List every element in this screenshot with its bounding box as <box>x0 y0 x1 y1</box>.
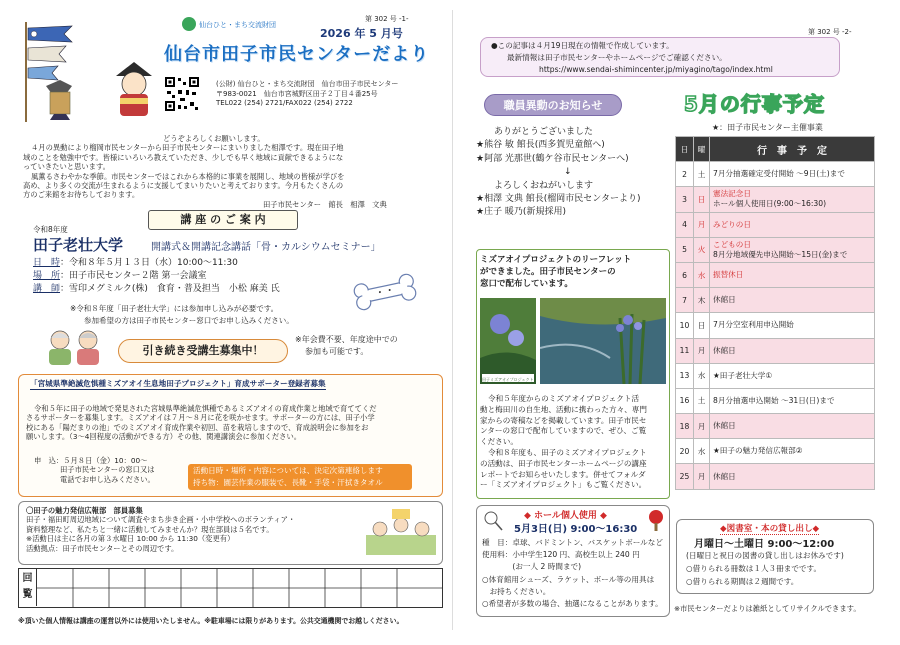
circulation-label: 回覧 <box>19 569 37 606</box>
schedule-table <box>675 136 875 490</box>
schedule-event-line: 7月分抽選確定受付開始 ～9日(土)まで <box>713 169 845 179</box>
info-box-line: 持ち物：園芸作業の服装で、長靴・手袋・汗拭きタオル <box>193 478 383 487</box>
course-title: 田子老壮大学 <box>33 236 124 254</box>
mascot-illustration <box>110 58 158 120</box>
greeting-line: っていきたいと思います。 <box>23 162 110 172</box>
schedule-day: 16 <box>676 388 694 413</box>
supporter-line: さるサポーターを募集します。ミズアオイは７月～８月に花を咲かせます。サポーターの方には、田子小学 <box>26 413 375 423</box>
schedule-event-line: みどりの日 <box>713 219 751 229</box>
course-row-label: 場 所 <box>33 271 61 281</box>
recruit-banner: 引き続き受講生募集中！ <box>118 339 288 363</box>
schedule-day: 4 <box>676 212 694 237</box>
schedule-event-line: ★田子の魅力発信広報部② <box>713 446 803 456</box>
schedule-event-line: 休館日 <box>713 345 736 355</box>
mizuaoi-title-line: 窓口で配布しています。 <box>480 279 573 289</box>
recruit-note-line: ※年会費不要、年度途中での <box>295 335 398 344</box>
koinobori-illustration <box>14 14 124 124</box>
schedule-event <box>710 338 875 363</box>
club-line: ※活動日は主に各月の第３水曜日 10:00 から 11:30（変更有） <box>26 534 235 544</box>
schedule-row <box>676 187 875 212</box>
schedule-legend: ★：田子市民センター主催事業 <box>712 123 823 132</box>
staff-line: ★相澤 文典 館長(榴岡市民センターより) <box>476 194 641 205</box>
mizuaoi-title-line: ができました。田子市民センターの <box>480 267 616 277</box>
header-day: 日 <box>676 137 694 162</box>
supporter-text <box>26 404 377 442</box>
staff-line: ありがとうございました <box>494 127 594 137</box>
staff-banner: 職員異動のお知らせ <box>484 94 622 116</box>
issue-date: 2026 年 5 月号 <box>320 27 403 40</box>
mizuaoi-line: レポートでお知らせいたします。併せてフォルダ <box>480 469 646 479</box>
course-subtitle: 開講式＆開講記念講話「骨・カルシウムセミナー」 <box>151 242 381 253</box>
library-line: ○借りられる冊数は１人３冊までです。 <box>686 564 822 573</box>
schedule-event-line: 7月分空室利用申込開始 <box>713 320 794 330</box>
mizuaoi-line: 動と梅田川の自生地、活動に携わった方々、専門 <box>480 404 647 414</box>
recycle-note: ※市民センターだよりは雑紙としてリサイクルできます。 <box>674 604 861 613</box>
course-row-label: 日 時 <box>33 258 61 268</box>
apply-line: 申 込：５月８日（金）10：00～ <box>34 456 148 465</box>
notice-line: 最新情報は田子市民センターやホームページでご確認ください。 <box>507 53 727 62</box>
supporter-info-box <box>188 464 412 490</box>
notice-line: ●この記事は４月19日現在の情報で作成しています。 <box>491 41 674 50</box>
publisher-address: 〒983-0021 仙台市宮城野区田子２丁目４番25号 <box>216 89 378 98</box>
notice-box <box>480 37 840 77</box>
schedule-row <box>676 388 875 413</box>
schedule-row <box>676 414 875 439</box>
schedule-row <box>676 162 875 187</box>
library-line: ○借りられる期間は２週間です。 <box>686 577 799 586</box>
schedule-day: 25 <box>676 464 694 489</box>
mizuaoi-line: 令和８年度も、田子のミズアオイプロジェクト <box>488 447 647 457</box>
schedule-weekday: 水 <box>694 262 710 287</box>
schedule-day: 2 <box>676 162 694 187</box>
greeting-line: 風薫るさわやかな季節。市民センターではこれから本格的に事業を展開し、地域の皆様が学びを <box>31 171 345 181</box>
schedule-weekday: 土 <box>694 162 710 187</box>
schedule-weekday: 月 <box>694 212 710 237</box>
seniors-illustration <box>40 326 110 366</box>
reiwa-label: 令和8年度 <box>33 225 68 234</box>
supporter-line: 令和５年に田子の地域で発見された宮城県準絶滅危惧種であるミズアオイの育成作業と地域で育ててくだ <box>34 404 377 413</box>
club-line: 田子・福田町周辺地域について調査やまち歩き企画・小中学校へのボランティア・ <box>26 515 296 525</box>
schedule-weekday: 月 <box>694 338 710 363</box>
schedule-event <box>710 237 875 262</box>
schedule-weekday: 日 <box>694 313 710 338</box>
mizuaoi-line: ンターの窓口で配布していますので、ぜひ、ご覧 <box>480 426 647 436</box>
schedule-weekday: 水 <box>694 439 710 464</box>
library-details <box>686 549 844 588</box>
publisher-name: (公財) 仙台ひと・まち交流財団 仙台市田子市民センター <box>216 80 399 88</box>
course-row <box>33 257 280 270</box>
hall-date: 5月3日(日) 9:00～16:30 <box>514 524 638 535</box>
schedule-row <box>676 313 875 338</box>
publisher-info <box>216 80 398 109</box>
schedule-day: 11 <box>676 338 694 363</box>
info-box-line: 活動日時・場所・内容については、決定次第連絡します <box>193 466 383 475</box>
schedule-row <box>676 212 875 237</box>
schedule-header-row <box>676 137 875 162</box>
mizuaoi-line: ー「ミズアオイプロジェクト」もご覧ください。 <box>480 480 647 490</box>
schedule-row <box>676 262 875 287</box>
issue-number: 第 302 号 -2- <box>808 28 852 36</box>
course-note: ※令和８年度「田子老壮大学」には参加申し込みが必要です。 <box>70 304 279 313</box>
schedule-event <box>710 162 875 187</box>
schedule-weekday: 土 <box>694 388 710 413</box>
apply-line: 田子市民センターの窓口又は <box>60 465 155 475</box>
schedule-event-line: こどもの日 <box>713 239 751 249</box>
qr-code <box>164 76 200 112</box>
course-row-value: ：雪印メグミルク(株) 食育・普及担当 小松 麻美 氏 <box>60 284 280 294</box>
schedule-event <box>710 464 875 489</box>
publisher-phone: TEL022 (254) 2721/FAX022 (254) 2722 <box>216 99 353 107</box>
website-url: https://www.sendai-shimincenter.jp/miyagino/tago/index.html <box>539 65 773 74</box>
library-hours: 月曜日～土曜日 9:00～12:00 <box>694 539 835 550</box>
library-line: (日曜日と祝日の図書の貸し出しはお休みです) <box>686 551 844 560</box>
newsletter-title: 仙台市田子市民センターだより <box>164 44 430 65</box>
circulation-grid <box>37 568 443 608</box>
schedule-weekday: 日 <box>694 187 710 212</box>
schedule-event-line: ★田子老壮大学① <box>713 370 773 380</box>
schedule-row <box>676 439 875 464</box>
schedule-row <box>676 288 875 313</box>
greeting-line: 高め、より多くの交流が生まれるように支援してまいりたいと考えております。今月もたくさんの <box>23 181 344 191</box>
hall-title: ◆ ホール個人使用 ◆ <box>524 511 607 521</box>
schedule-event-line: 8月分抽選申込開始 ～31日(日)まで <box>713 395 835 405</box>
hall-line: 種 目：卓球、バドミントン、バスケットボールなど <box>482 538 663 547</box>
staff-line: ★庄子 暖乃(新規採用) <box>476 207 566 218</box>
course-row-label: 講 師 <box>33 284 61 294</box>
mizuaoi-line: ください。 <box>480 437 518 447</box>
schedule-row <box>676 237 875 262</box>
leaflet-cover-image <box>480 298 536 384</box>
library-title: ◆図書室・本の貸し出し◆ <box>720 524 820 534</box>
schedule-weekday: 月 <box>694 414 710 439</box>
schedule-day: 13 <box>676 363 694 388</box>
hall-line: ○体育館用シューズ、ラケット、ボール等の用具は <box>482 574 655 584</box>
course-row <box>33 283 280 296</box>
hall-line: お持ちください。 <box>482 586 551 596</box>
schedule-row <box>676 363 875 388</box>
course-row-value: ：田子市民センター２階 第一会議室 <box>60 271 207 281</box>
schedule-event <box>710 187 875 212</box>
schedule-weekday: 木 <box>694 288 710 313</box>
greeting-heading: どうぞよろしくお願いします。 <box>163 134 265 143</box>
schedule-row <box>676 464 875 489</box>
schedule-event <box>710 439 875 464</box>
schedule-event-line: 8月分地域優先申込開始～15日(金)まで <box>713 249 848 259</box>
schedule-day: 10 <box>676 313 694 338</box>
schedule-day: 5 <box>676 237 694 262</box>
left-footer: ※頂いた個人情報は講座の運営以外には使用いたしません。※駐車場には限りがあります。公共交通機関でお越しください。 <box>18 617 404 625</box>
schedule-day: 3 <box>676 187 694 212</box>
club-title: 〇田子の魅力発信広報部 部員募集 <box>26 506 143 515</box>
schedule-day: 7 <box>676 288 694 313</box>
schedule-day: 20 <box>676 439 694 464</box>
page-2 <box>450 0 900 645</box>
mizuaoi-text <box>480 394 647 491</box>
hall-details <box>482 537 663 610</box>
staff-line: ★熊谷 敏 館長(西多賀児童館へ) <box>476 140 605 151</box>
schedule-weekday: 水 <box>694 363 710 388</box>
schedule-event <box>710 414 875 439</box>
leaflet-title: 田子ミズアオイプロジェクト <box>482 377 534 382</box>
schedule-event-line: 休館日 <box>713 421 736 431</box>
staff-list <box>476 126 640 220</box>
schedule-event <box>710 363 875 388</box>
club-line: 資料整理など、私たちと一緒に活動してみませんか？現在部員は５名です。 <box>26 524 274 534</box>
bone-illustration <box>350 272 420 312</box>
greeting-signature: 田子市民センター 館長 相澤 文典 <box>263 199 387 209</box>
schedule-event-line: 休館日 <box>713 295 736 305</box>
schedule-event <box>710 313 875 338</box>
supporter-apply <box>34 456 155 484</box>
schedule-day: 18 <box>676 414 694 439</box>
schedule-event <box>710 212 875 237</box>
mizuaoi-line: 家からの寄稿などを掲載しています。田子市民セ <box>480 415 647 425</box>
schedule-event-line: 振替休日 <box>713 270 744 280</box>
hall-line: ○希望者が多数の場合、抽選になることがあります。 <box>482 599 663 609</box>
mizuaoi-line: の活動は、田子市民センターホームページの講座 <box>480 458 647 468</box>
schedule-title: 5月の行事予定 <box>684 92 825 116</box>
mizuaoi-line: 令和５年度からのミズアオイプロジェクト活 <box>488 394 640 403</box>
course-row-value: ：令和８年５月１３日（水）10:00～11:30 <box>60 258 238 268</box>
schedule-row <box>676 338 875 363</box>
foundation-logo-icon <box>182 17 196 31</box>
course-row <box>33 270 280 283</box>
greeting-line: ４月の異動により榴岡市民センターから田子市民センターにまいりました相澤です。現在田子地 <box>31 143 344 153</box>
staff-line: ↓ <box>564 167 572 178</box>
recruit-note <box>295 334 398 358</box>
supporter-title: 「宮城県準絶滅危惧種ミズアオイ生息地田子プロジェクト」育成サポーター登録者募集 <box>30 379 326 388</box>
schedule-weekday: 火 <box>694 237 710 262</box>
foundation-name: 仙台ひと・まち交流財団 <box>199 21 276 29</box>
course-details <box>33 257 280 296</box>
schedule-event-line: 休館日 <box>713 471 736 481</box>
greeting-line: 域のことを勉強中です。皆様にいろいろ教えていただき、少しでも早く地域に貢献できるようにな <box>23 152 344 162</box>
schedule-event <box>710 288 875 313</box>
mizuaoi-photo <box>540 298 666 384</box>
supporter-line: 校にある「陽だまりの池」でのミズアオイ育成作業や初回、苗を栽培しますので、育成説明会に参加をお <box>26 422 369 432</box>
mizuaoi-title <box>480 254 631 290</box>
course-note: 参加希望の方は田子市民センター窓口でお申し込みください。 <box>84 316 294 325</box>
staff-line: よろしくおねがいします <box>494 180 594 191</box>
hall-line: 使用料：小中学生120 円、高校生以上 240 円 <box>482 550 640 560</box>
hall-line: (お一人 2 時間まで) <box>482 562 582 572</box>
schedule-event-line: ホール個人使用日(9:00～16:30) <box>713 199 827 209</box>
header-weekday: 曜 <box>694 137 710 162</box>
group-illustration <box>362 505 440 561</box>
schedule-event <box>710 262 875 287</box>
table-tennis-icon <box>646 508 666 532</box>
staff-line: ★阿部 光那世(鶴ケ谷市民センターへ) <box>476 153 629 164</box>
course-banner: 講 座 の ご 案 内 <box>148 210 298 230</box>
issue-number: 第 302 号 -1- <box>365 15 409 23</box>
schedule-weekday: 月 <box>694 464 710 489</box>
greeting-section <box>23 134 443 209</box>
badminton-icon <box>482 510 504 532</box>
mizuaoi-title-line: ミズアオイプロジェクトのリーフレット <box>480 255 632 265</box>
schedule-day: 6 <box>676 262 694 287</box>
header-events: 行 事 予 定 <box>710 137 875 162</box>
club-text <box>26 506 295 553</box>
apply-line: 電話でお申し込みください。 <box>60 474 155 484</box>
recruit-note-line: 参加も可能です。 <box>305 347 369 356</box>
schedule-event-line: 憲法記念日 <box>713 189 751 199</box>
supporter-line: 願いします。（3～4回程度の活動ができる方）その他、関連講演会に参加ください。 <box>26 432 302 442</box>
schedule-event <box>710 388 875 413</box>
club-line: 活動拠点：田子市民センターとその周辺です。 <box>26 543 179 553</box>
greeting-line: 方のご来館をお待ちしております。 <box>23 190 140 200</box>
